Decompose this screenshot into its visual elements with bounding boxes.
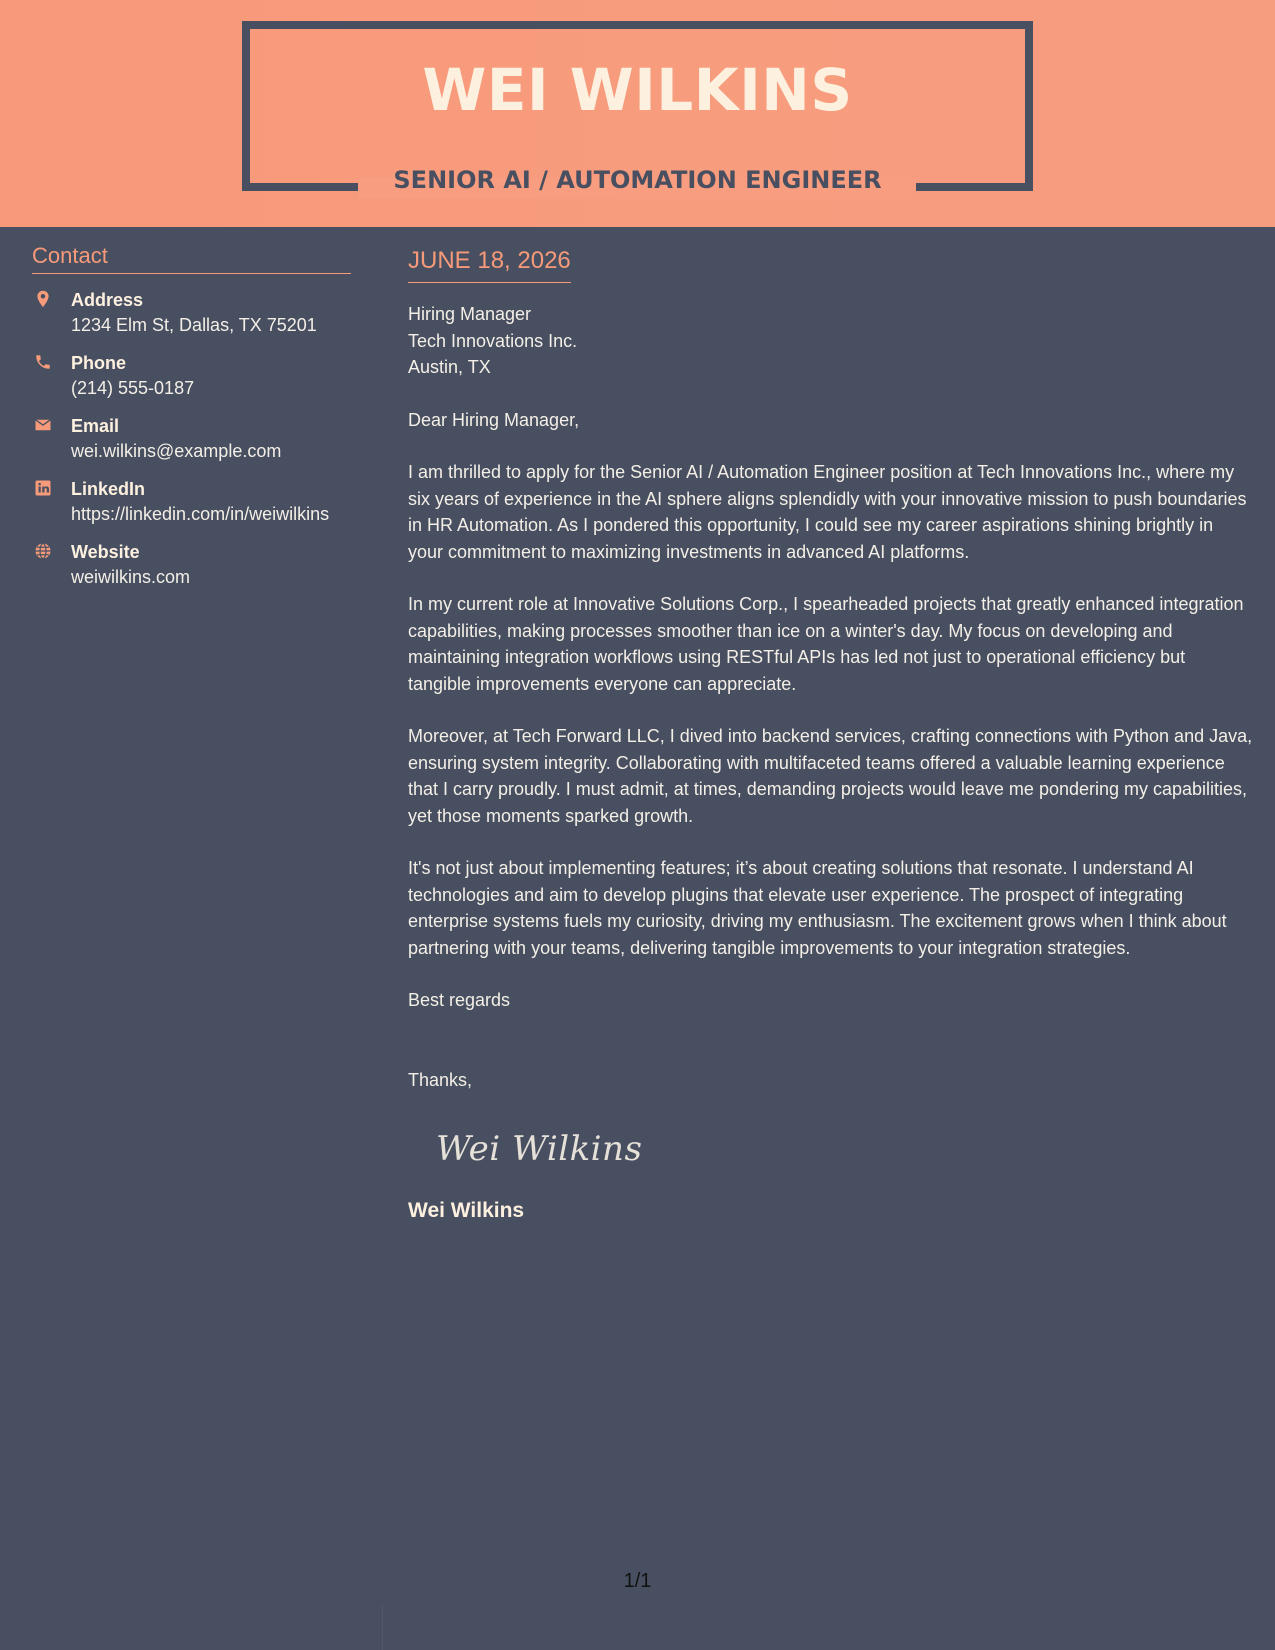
map-pin-icon — [34, 290, 52, 308]
phone-value: (214) 555-0187 — [71, 378, 195, 398]
website-value[interactable]: weiwilkins.com — [71, 567, 191, 587]
letter-body — [408, 246, 1253, 1223]
recipient-line: Austin, TX — [408, 357, 491, 377]
contact-item-website — [32, 540, 351, 589]
email-value[interactable]: wei.wilkins@example.com — [71, 441, 282, 461]
contact-label: Address — [71, 290, 144, 310]
page-number: 1/1 — [623, 1570, 652, 1592]
contact-label: Website — [71, 542, 140, 562]
paragraph: It's not just about implementing features; it’s about creating solutions that resonate. I understand AI technologies and aim to develop plugins that elevate user experience. The prospect of integrating enterprise systems fuels my curiosity, driving my enthusiasm. The excitement grows when I think about partnering with your teams, delivering tangible improvements to your integration strategies. — [408, 858, 1227, 958]
recipient-line: Tech Innovations Inc. — [408, 330, 578, 351]
handwritten-signature: Wei Wilkins — [436, 1129, 643, 1169]
job-title: SENIOR AI / AUTOMATION ENGINEER — [393, 166, 882, 194]
paragraph: I am thrilled to apply for the Senior AI / Automation Engineer position at Tech Innovations Inc., where my six years of experience in the AI sphere aligns splendidly with your innovative mission to push boundaries in HR Automation. As I pondered this opportunity, I could see my career aspirations shining brightly in your commitment to maximizing investments in advanced AI platforms. — [408, 462, 1247, 562]
recipient-line: Hiring Manager — [408, 304, 532, 324]
linkedin-value[interactable]: https://linkedin.com/in/weiwilkins — [71, 504, 330, 524]
contact-label: Email — [71, 416, 120, 436]
closing: Best regards — [408, 990, 511, 1010]
contact-sidebar — [32, 243, 351, 603]
header-banner — [0, 0, 1275, 227]
contact-item-address — [32, 288, 351, 337]
contact-item-phone — [32, 351, 351, 400]
address-value: 1234 Elm St, Dallas, TX 75201 — [71, 315, 317, 335]
recipient-block — [408, 301, 1253, 381]
contact-label: LinkedIn — [71, 479, 146, 499]
thanks-line: Thanks, — [408, 1069, 473, 1090]
paragraph: Moreover, at Tech Forward LLC, I dived into backend services, crafting connections with Python and Java, ensuring system integrity. Collaborating with multifaceted teams offered a valuable learning experience that I carry proudly. I must admit, at times, demanding projects would leave me pondering my capabilities, yet those moments sparked growth. — [408, 726, 1253, 826]
contact-label: Phone — [71, 353, 127, 373]
letter-date: JUNE 18, 2026 — [408, 246, 571, 283]
contact-item-linkedin — [32, 477, 351, 526]
linkedin-icon — [34, 479, 52, 497]
footer-divider — [382, 1605, 383, 1650]
envelope-icon — [34, 416, 52, 434]
phone-icon — [34, 353, 52, 371]
contact-heading: Contact — [32, 243, 351, 274]
signed-name: Wei Wilkins — [408, 1199, 525, 1222]
salutation: Dear Hiring Manager, — [408, 409, 580, 430]
paragraph: In my current role at Innovative Solutions Corp., I spearheaded projects that greatly enhanced integration capabilities, making processes smoother than ice on a winter's day. My focus on developing and maintaining integration workflows using RESTful APIs has led not just to operational efficiency but tangible improvements everyone can appreciate. — [408, 594, 1244, 694]
candidate-name: WEI WILKINS — [422, 56, 853, 124]
contact-item-email — [32, 414, 351, 463]
globe-icon — [34, 542, 52, 560]
